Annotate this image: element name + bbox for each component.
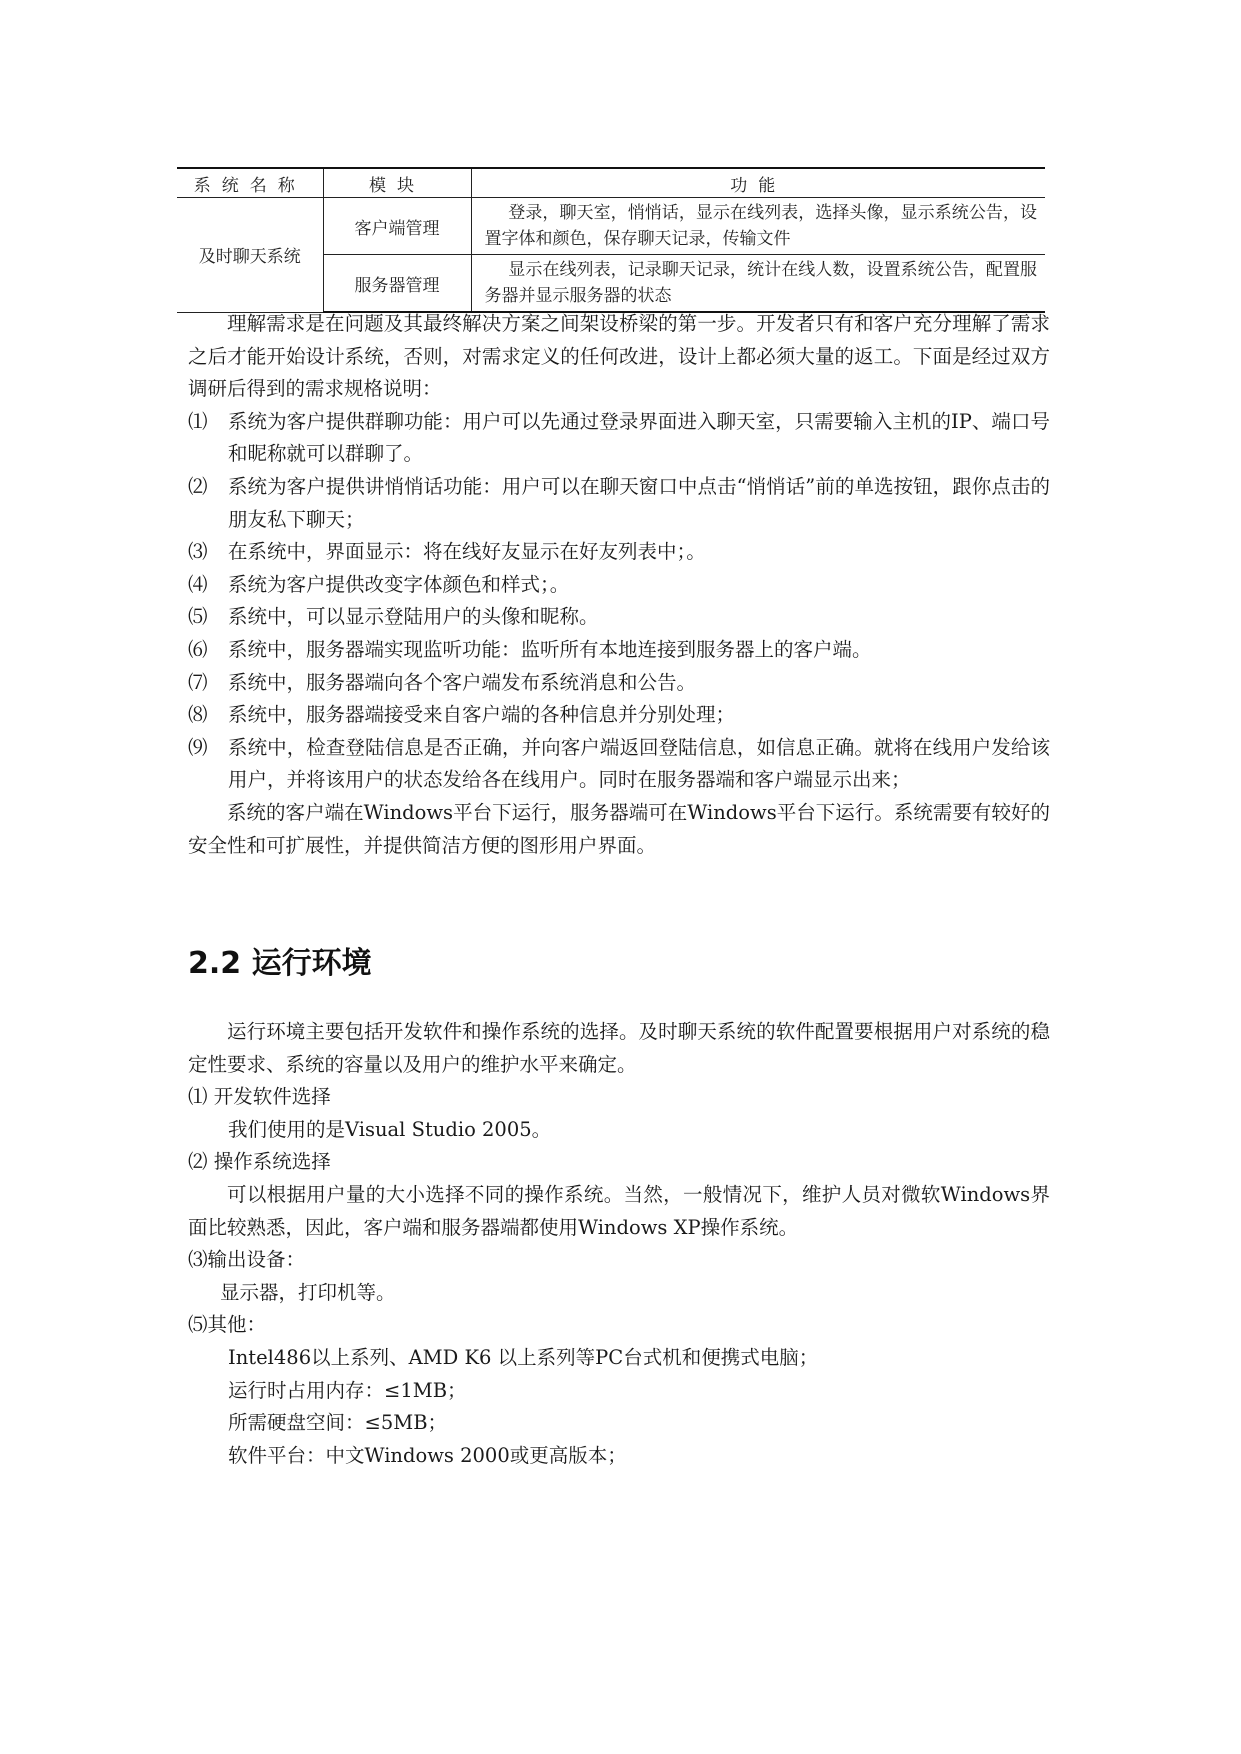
item-number: ⑼ — [188, 735, 208, 759]
item-text: 可以根据用户量的大小选择不同的操作系统。当然，一般情况下，维护人员对微软Windows界面比较熟悉，因此，客户端和服务器端都使用Windows XP操作系统。 — [188, 1182, 1050, 1239]
item-text: 在系统中，界面显示：将在线好友显示在好友列表中；。 — [228, 540, 706, 564]
requirement-item — [188, 406, 1050, 471]
item-number: ⑴ — [188, 409, 208, 433]
item-label: ⑸其他： — [188, 1313, 267, 1337]
item-number: ⑸ — [188, 605, 208, 629]
requirement-item — [188, 634, 1050, 667]
module-cell: 客户端管理 — [323, 198, 471, 255]
item-line: 运行时占用内存：≤1MB； — [228, 1378, 467, 1402]
requirement-item — [188, 699, 1050, 732]
requirement-item — [188, 569, 1050, 602]
environment-section — [188, 1016, 1050, 1472]
item-number: ⑺ — [188, 670, 208, 694]
section-heading: 2.2 运行环境 — [188, 946, 372, 981]
system-name-cell: 及时聊天系统 — [177, 198, 323, 313]
item-number: ⑹ — [188, 637, 208, 661]
table-row — [177, 198, 1045, 255]
item-number: ⑻ — [188, 703, 208, 727]
item-text: 系统为客户提供群聊功能：用户可以先通过登录界面进入聊天室，只需要输入主机的IP、端口号和昵称就可以群聊了。 — [228, 409, 1050, 466]
requirements-intro: 理解需求是在问题及其最终解决方案之间架设桥梁的第一步。开发者只有和客户充分理解了需求之后才能开始设计系统，否则，对需求定义的任何改进，设计上都必须大量的返工。下面是经过双方调研后得到的需求规格说明： — [188, 312, 1050, 401]
table-header-row — [177, 168, 1045, 198]
environment-intro: 运行环境主要包括开发软件和操作系统的选择。及时聊天系统的软件配置要根据用户对系统的稳定性要求、系统的容量以及用户的维护水平来确定。 — [188, 1020, 1050, 1076]
item-label: ⑵ 操作系统选择 — [188, 1150, 331, 1174]
requirement-item — [188, 667, 1050, 700]
requirement-item — [188, 471, 1050, 536]
module-cell: 服务器管理 — [323, 255, 471, 313]
item-number: ⑵ — [188, 474, 208, 498]
header-function: 功能 — [471, 168, 1045, 198]
requirements-closing: 系统的客户端在Windows平台下运行，服务器端可在Windows平台下运行。系统需要有较好的安全性和可扩展性，并提供简洁方便的图形用户界面。 — [188, 800, 1050, 857]
item-line: 所需硬盘空间：≤5MB； — [228, 1411, 448, 1435]
function-cell: 显示在线列表，记录聊天记录，统计在线人数，设置系统公告，配置服务器并显示服务器的状态 — [471, 255, 1045, 313]
item-text: 系统中，检查登陆信息是否正确，并向客户端返回登陆信息，如信息正确。就将在线用户发给该用户，并将该用户的状态发给各在线用户。同时在服务器端和客户端显示出来； — [228, 735, 1050, 792]
header-module: 模块 — [323, 168, 471, 198]
item-text: 显示器，打印机等。 — [220, 1280, 396, 1304]
requirement-item — [188, 536, 1050, 569]
requirement-item — [188, 732, 1050, 797]
item-text: 系统中，可以显示登陆用户的头像和昵称。 — [228, 605, 599, 629]
item-line: Intel486以上系列、AMD K6 以上系列等PC台式机和便携式电脑； — [228, 1345, 819, 1369]
item-label: ⑴ 开发软件选择 — [188, 1085, 331, 1109]
header-system-name: 系统名称 — [177, 168, 323, 198]
item-line: 软件平台：中文Windows 2000或更高版本； — [228, 1443, 627, 1467]
requirements-section — [188, 308, 1050, 862]
item-text: 系统中，服务器端实现监听功能：监听所有本地连接到服务器上的客户端。 — [228, 637, 872, 661]
function-table — [177, 167, 1045, 313]
requirement-item — [188, 601, 1050, 634]
item-label: ⑶输出设备： — [188, 1248, 306, 1272]
item-text: 系统为客户提供讲悄悄话功能：用户可以在聊天窗口中点击“悄悄话”前的单选按钮，跟你点击的朋友私下聊天； — [228, 474, 1050, 531]
item-text: 我们使用的是Visual Studio 2005。 — [228, 1117, 552, 1141]
item-text: 系统中，服务器端向各个客户端发布系统消息和公告。 — [228, 670, 697, 694]
item-number: ⑷ — [188, 572, 208, 596]
item-number: ⑶ — [188, 540, 208, 564]
item-text: 系统为客户提供改变字体颜色和样式；。 — [228, 572, 570, 596]
function-cell: 登录，聊天室，悄悄话，显示在线列表，选择头像，显示系统公告，设置字体和颜色，保存聊天记录，传输文件 — [471, 198, 1045, 255]
item-text: 系统中，服务器端接受来自客户端的各种信息并分别处理； — [228, 703, 736, 727]
